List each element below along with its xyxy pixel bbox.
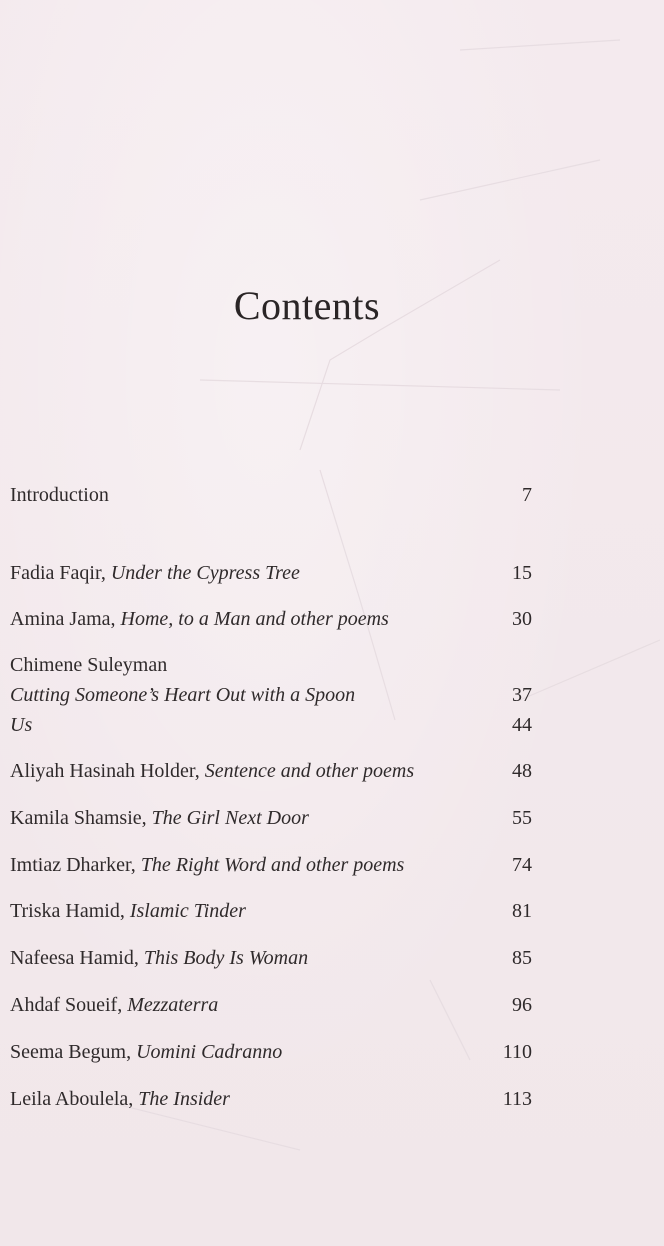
page-number: 74 <box>512 854 532 876</box>
author-name: Nafeesa Hamid, <box>10 947 139 969</box>
work-title: Uomini Cadranno <box>136 1041 283 1063</box>
page-number: 96 <box>512 994 532 1016</box>
introduction-label: Introduction <box>10 484 109 506</box>
toc-row[interactable] <box>10 560 532 586</box>
toc-row[interactable] <box>10 758 532 784</box>
author-line <box>10 650 532 680</box>
toc-row[interactable] <box>10 945 532 971</box>
author-name: Seema Begum, <box>10 1041 132 1063</box>
work-title: Islamic Tinder <box>129 900 246 922</box>
author-name: Chimene Suleyman <box>10 654 168 676</box>
toc-row[interactable] <box>10 1086 532 1112</box>
page-number: 110 <box>502 1041 532 1063</box>
work-title: Us <box>10 714 33 736</box>
author-name: Triska Hamid, <box>10 900 125 922</box>
page-number: 85 <box>512 947 532 969</box>
toc-row-chimene-suleyman[interactable] <box>10 650 532 740</box>
page-number: 55 <box>512 807 532 829</box>
work-line <box>10 680 532 710</box>
work-title: Mezzaterra <box>127 994 219 1016</box>
author-name: Kamila Shamsie, <box>10 807 147 829</box>
author-name: Ahdaf Soueif, <box>10 994 123 1016</box>
work-title: Sentence and other poems <box>204 760 415 782</box>
toc-row[interactable] <box>10 992 532 1018</box>
page-number: 37 <box>512 684 532 706</box>
toc-row[interactable] <box>10 805 532 831</box>
page-number: 7 <box>522 484 532 506</box>
author-name: Leila Aboulela, <box>10 1088 134 1110</box>
page-number: 44 <box>512 714 532 736</box>
work-title: The Right Word and other poems <box>140 854 405 876</box>
author-name: Imtiaz Dharker, <box>10 854 136 876</box>
toc-row[interactable] <box>10 852 532 878</box>
page-number: 15 <box>512 562 532 584</box>
work-title: Under the Cypress Tree <box>110 562 300 584</box>
page-number: 113 <box>502 1088 532 1110</box>
work-line <box>10 710 532 740</box>
work-title: Home, to a Man and other poems <box>120 608 389 630</box>
page-number: 30 <box>512 608 532 630</box>
page-number: 81 <box>512 900 532 922</box>
work-title: This Body Is Woman <box>143 947 309 969</box>
toc-row[interactable] <box>10 1039 532 1065</box>
toc-row-introduction[interactable] <box>10 482 532 508</box>
work-title: The Insider <box>138 1088 230 1110</box>
work-title: The Girl Next Door <box>151 807 309 829</box>
author-name: Fadia Faqir, <box>10 562 106 584</box>
page-title: Contents <box>233 283 381 328</box>
work-title: Cutting Someone’s Heart Out with a Spoon <box>10 684 356 706</box>
page-number: 48 <box>512 760 532 782</box>
toc-row[interactable] <box>10 606 532 632</box>
toc-row[interactable] <box>10 898 532 924</box>
author-name: Aliyah Hasinah Holder, <box>10 760 200 782</box>
author-name: Amina Jama, <box>10 608 116 630</box>
